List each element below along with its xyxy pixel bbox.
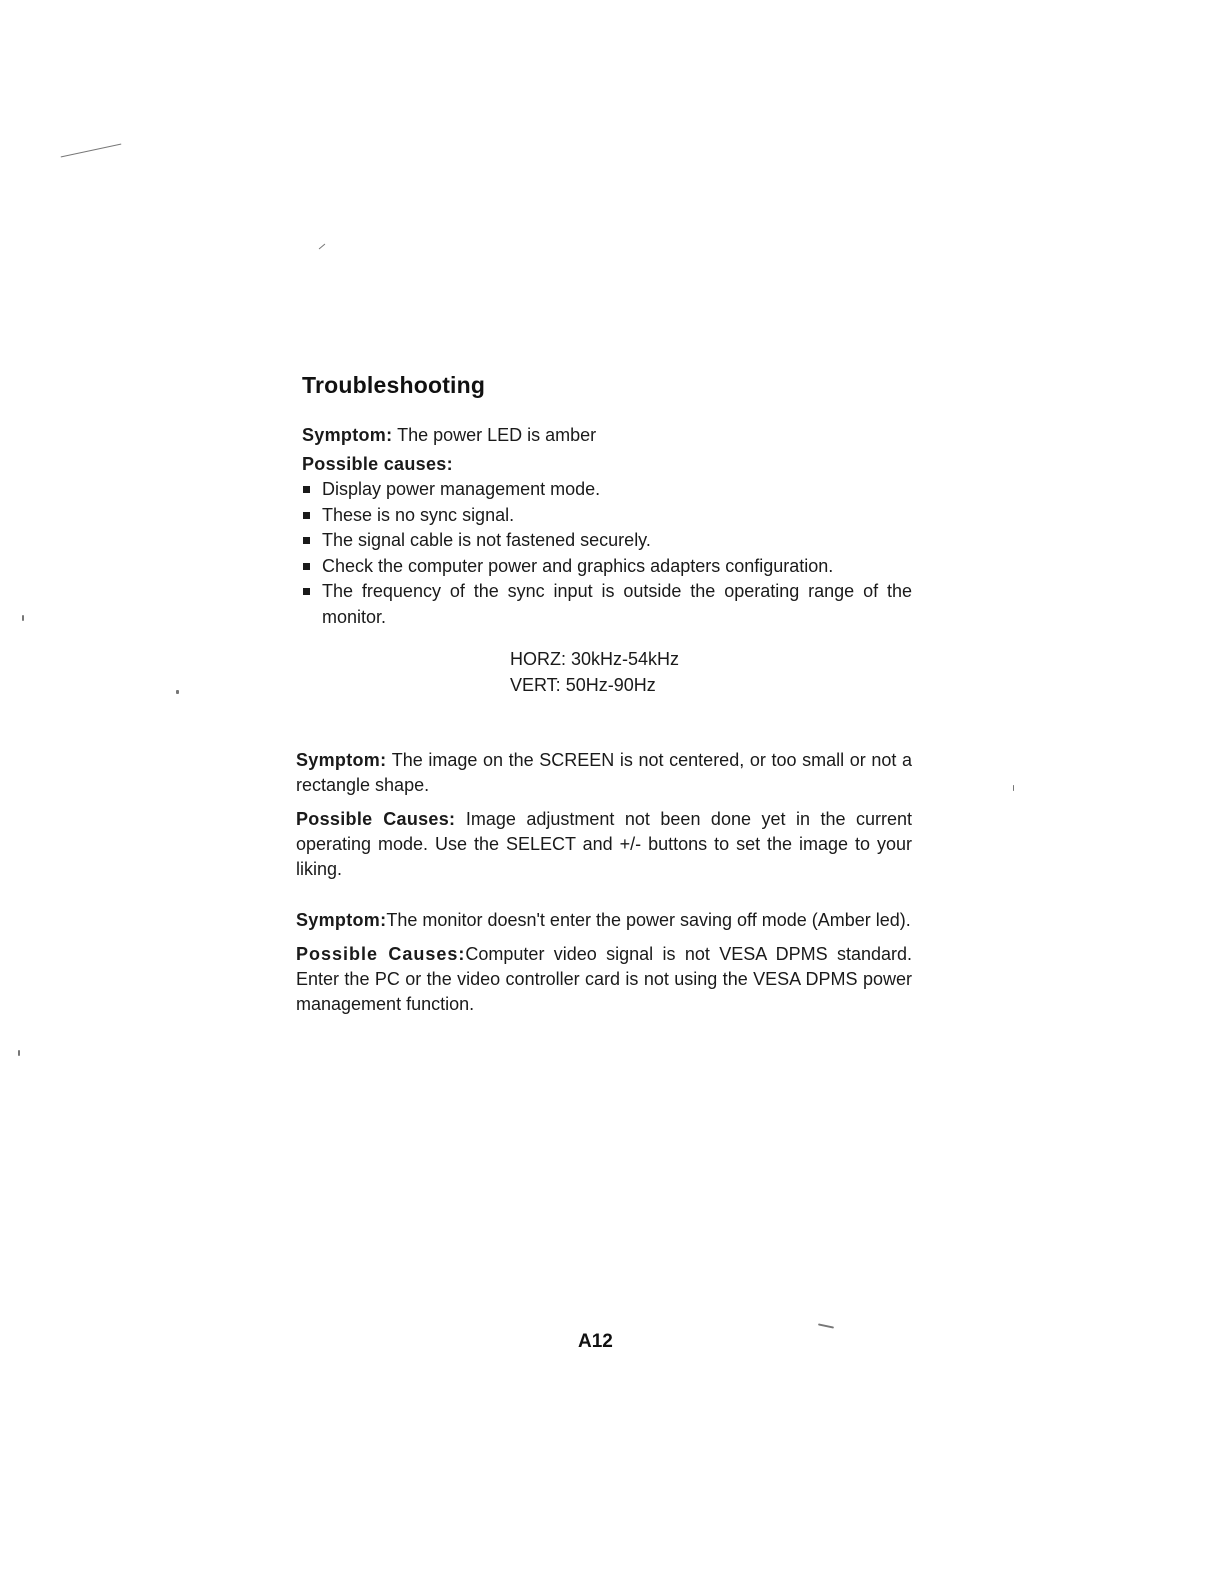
symptom-paragraph [296,748,912,798]
bullet-square-icon [303,512,310,519]
causes-paragraph [296,942,912,1017]
symptom-label: Symptom: [296,750,387,770]
causes-text: Image adjustment not been done yet in the current operating mode. Use the SELECT and +/- buttons to set the image to your liking. [296,809,912,879]
bullet-square-icon [303,563,310,570]
scan-mark [22,615,24,621]
list-item: The signal cable is not fastened securely. [302,528,912,554]
scan-mark [818,1323,834,1328]
possible-causes-label: Possible causes: [302,454,453,474]
page-title: Troubleshooting [302,372,486,398]
possible-causes-label: Possible Causes: [296,809,456,829]
bullet-square-icon [303,588,310,595]
page-number: A12 [578,1331,613,1352]
bullet-square-icon [303,486,310,493]
scan-mark [18,1050,20,1056]
vertical-frequency: VERT: 50Hz-90Hz [510,675,656,695]
scan-mark [1013,785,1014,791]
symptom-paragraph [296,908,912,933]
causes-paragraph [296,807,912,882]
symptom-text: The monitor doesn't enter the power saving off mode (Amber led). [386,910,911,930]
possible-causes-label: Possible Causes: [296,944,466,964]
symptom-label: Symptom: [302,425,393,445]
causes-text: Computer video signal is not VESA DPMS standard. Enter the PC or the video controller card is not using the VESA DPMS power management function. [296,944,912,1014]
causes-list [302,477,912,630]
symptom-line [302,423,912,448]
scan-mark [61,144,122,158]
section-power-saving [296,908,912,1017]
symptom-label: Symptom: [296,910,387,930]
list-item: Display power management mode. [302,477,912,503]
scan-mark [319,244,326,250]
bullet-square-icon [303,537,310,544]
symptom-text: The image on the SCREEN is not centered, or too small or not a rectangle shape. [296,750,912,795]
troubleshooting-content [296,372,912,1017]
scan-mark [176,690,179,694]
list-item: These is no sync signal. [302,503,912,529]
symptom-text: The power LED is amber [392,425,597,445]
section-image-not-centered [296,748,912,882]
list-item: The frequency of the sync input is outside the operating range of the monitor. [302,579,912,630]
section-power-led [302,423,912,698]
horizontal-frequency: HORZ: 30kHz-54kHz [510,649,680,669]
frequency-range [510,646,912,698]
list-item: Check the computer power and graphics adapters configuration. [302,554,912,580]
